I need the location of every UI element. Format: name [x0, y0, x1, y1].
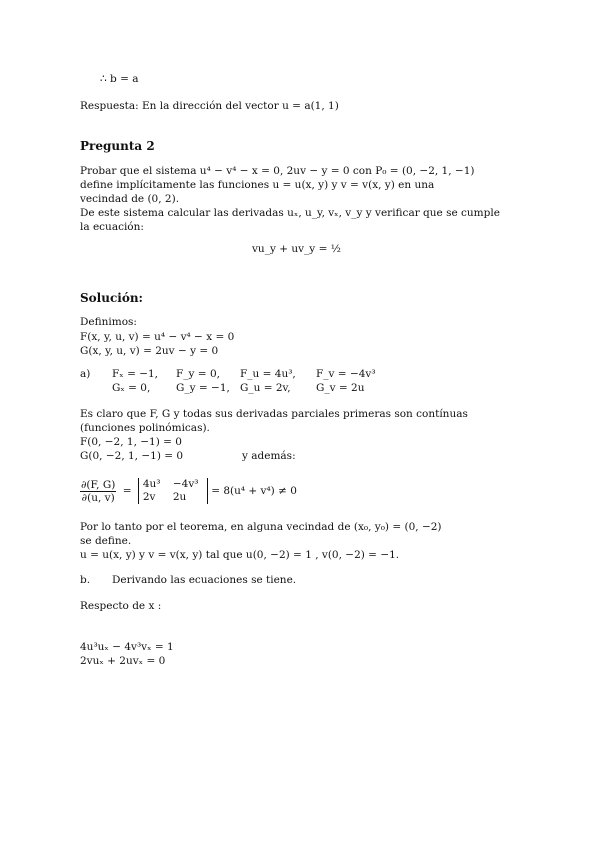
part-b-text: Derivando las ecuaciones se tiene.	[112, 574, 297, 586]
answer-line: Respuesta: En la dirección del vector u = a(1, 1)	[80, 100, 339, 112]
partial-Fu: F_u = 4u³,	[240, 368, 296, 380]
question-line-2: define implícitamente las funciones u = u(x, y) y v = v(x, y) en una	[80, 179, 435, 191]
therefore-line: ∴ b = a	[100, 73, 139, 85]
definimos-label: Definimos:	[80, 316, 137, 328]
jacobian-fraction	[80, 479, 116, 504]
part-a-label: a)	[80, 368, 91, 380]
partial-Fy: F_y = 0,	[176, 368, 220, 380]
partial-Fv: F_v = −4v³	[316, 368, 376, 380]
question-line-4: De este sistema calcular las derivadas uₓ, u_y, vₓ, v_y y verificar que se cumple	[80, 207, 500, 219]
partials-F-row	[112, 368, 376, 381]
ademas-label: y además:	[242, 450, 296, 462]
question-heading: Pregunta 2	[80, 139, 155, 153]
G-at-P0: G(0, −2, 1, −1) = 0	[80, 450, 184, 462]
theorem-line-2: se define.	[80, 535, 132, 547]
F-at-P0: F(0, −2, 1, −1) = 0	[80, 436, 182, 448]
partial-Gu: G_u = 2v,	[240, 382, 291, 394]
question-line-3: vecindad de (0, 2).	[80, 193, 180, 205]
theorem-line-1: Por lo tanto por el teorema, en alguna vecindad de (x₀, y₀) = (0, −2)	[80, 521, 442, 533]
continuity-line-1: Es claro que F, G y todas sus derivadas parciales primeras son contínuas	[80, 408, 468, 420]
function-G: G(x, y, u, v) = 2uv − y = 0	[80, 345, 219, 357]
partial-Gx: Gₓ = 0,	[112, 382, 151, 394]
continuity-line-2: (funciones polinómicas).	[80, 422, 210, 434]
jacobian-denominator: ∂(u, v)	[81, 491, 115, 504]
partial-Gv: G_v = 2u	[316, 382, 365, 394]
derivative-eq-2: 2vuₓ + 2uvₓ = 0	[80, 655, 166, 667]
part-b-label: b.	[80, 574, 91, 586]
question-line-5: la ecuación:	[80, 221, 144, 233]
derivative-eq-1: 4u³uₓ − 4v³vₓ = 1	[80, 641, 174, 653]
jacobian-expression: $\frac{\partial(F, G)}{\partial(u, v)}$ = 4u³ −4v³ 2v 2u = 8(u⁴ + v⁴) ≠ 0	[81, 478, 297, 504]
partials-G-row	[112, 382, 365, 395]
jacobian-determinant	[138, 478, 208, 504]
det-r2c1: 2v	[142, 491, 156, 503]
jacobian-numerator: ∂(F, G)	[81, 478, 116, 491]
theorem-line-3: u = u(x, y) y v = v(x, y) tal que u(0, −2) = 1 , v(0, −2) = −1.	[80, 549, 400, 561]
partial-Fx: Fₓ = −1,	[112, 368, 159, 380]
det-r2c2: 2u	[172, 491, 187, 503]
function-F: F(x, y, u, v) = u⁴ − v⁴ − x = 0	[80, 331, 235, 343]
jacobian-result: = 8(u⁴ + v⁴) ≠ 0	[211, 485, 297, 497]
respecto-label: Respecto de x :	[80, 600, 162, 612]
det-r1c2: −4v³	[172, 478, 199, 490]
target-equation: vu_y + uv_y = ½	[252, 243, 341, 255]
det-r1c1: 4u³	[142, 478, 161, 490]
question-line-1: Probar que el sistema u⁴ − v⁴ − x = 0, 2uv − y = 0 con P₀ = (0, −2, 1, −1)	[80, 165, 475, 177]
solution-heading: Solución:	[80, 291, 143, 305]
partial-Gy: G_y = −1,	[176, 382, 230, 394]
